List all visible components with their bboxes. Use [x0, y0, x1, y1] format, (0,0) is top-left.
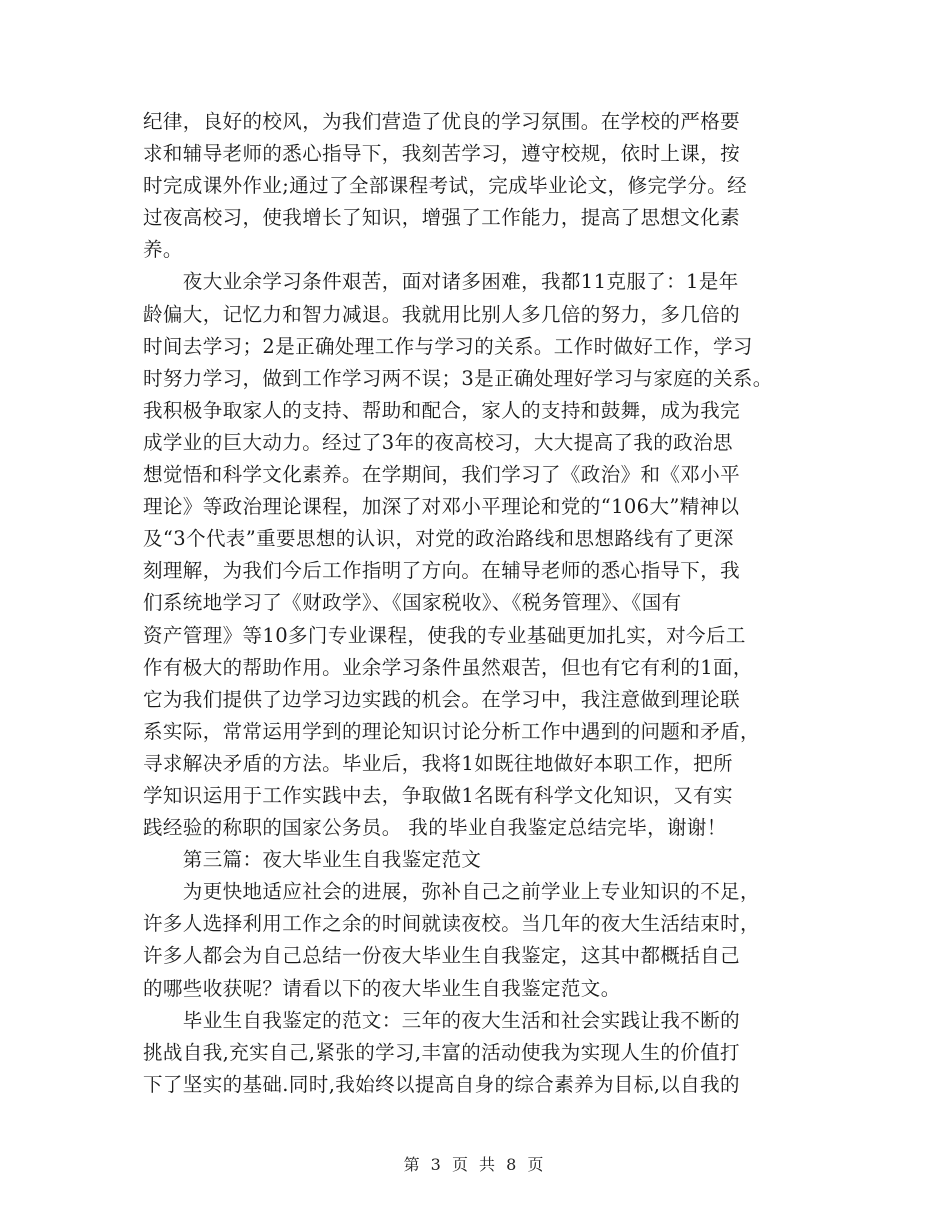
text-line: 学知识运用于工作实践中去，争取做1名既有科学文化知识，又有实 — [143, 783, 733, 807]
text-line: 过夜高校习，使我增长了知识，增强了工作能力，提高了思想文化素 — [143, 206, 741, 230]
text-line: 及“3个代表”重要思想的认识，对党的政治路线和思想路线有了更深 — [143, 527, 734, 551]
text-line: 时努力学习，做到工作学习两不误；3是正确处理好学习与家庭的关系。 — [143, 366, 773, 390]
text-line: 理论》等政治理论课程，加深了对邓小平理论和党的“106大”精神以 — [143, 495, 740, 519]
text-line: 纪律，良好的校风，为我们营造了优良的学习氛围。在学校的严格要 — [143, 110, 741, 133]
text-line: 挑战自我,充实自己,紧张的学习,丰富的活动使我为实现人生的价值打 — [143, 1040, 740, 1064]
text-line: 下了坚实的基础.同时,我始终以提高自身的综合素养为目标,以自我的 — [143, 1072, 740, 1096]
text-line: 时间去学习；2是正确处理工作与学习的关系。工作时做好工作，学习 — [143, 334, 753, 358]
text-line: 作有极大的帮助作用。业余学习条件虽然艰苦，但也有它有利的1面， — [143, 655, 753, 679]
text-line: 时完成课外作业;通过了全部课程考试，完成毕业论文，修完学分。经 — [143, 174, 747, 198]
text-line: 成学业的巨大动力。经过了3年的夜高校习，大大提高了我的政治思 — [143, 430, 733, 454]
text-line: 它为我们提供了边学习边实践的机会。在学习中，我注意做到理论联 — [143, 687, 741, 711]
text-line: 寻求解决矛盾的方法。毕业后，我将1如既往地做好本职工作，把所 — [143, 751, 733, 775]
text-line: 养。 — [143, 238, 183, 262]
body-text — [143, 106, 823, 1101]
text-line: 为更快地适应社会的进展，弥补自己之前学业上专业知识的不足， — [143, 880, 760, 904]
text-line: 的哪些收获呢？请看以下的夜大毕业生自我鉴定范文。 — [143, 976, 621, 1000]
text-line: 们系统地学习了《财政学》、《国家税收》、《税务管理》、《国有 — [143, 591, 682, 615]
text-line: 资产管理》等10多门专业课程，使我的专业基础更加扎实，对今后工 — [143, 623, 746, 647]
text-line: 第三篇：夜大毕业生自我鉴定范文 — [143, 848, 482, 872]
text-line: 刻理解，为我们今后工作指明了方向。在辅导老师的悉心指导下，我 — [143, 559, 741, 583]
text-line: 系实际，常常运用学到的理论知识讨论分析工作中遇到的问题和矛盾， — [143, 719, 760, 743]
text-line: 我积极争取家人的支持、帮助和配合，家人的支持和鼓舞，成为我完 — [143, 398, 741, 422]
text-line: 践经验的称职的国家公务员。 我的毕业自我鉴定总结完毕，谢谢！ — [143, 816, 727, 840]
text-line: 求和辅导老师的悉心指导下，我刻苦学习，遵守校规，依时上课，按 — [143, 142, 741, 166]
text-line: 毕业生自我鉴定的范文：三年的夜大生活和社会实践让我不断的 — [143, 1008, 741, 1032]
page-number-footer: 第 3 页 共 8 页 — [403, 1155, 547, 1174]
text-line: 夜大业余学习条件艰苦，面对诸多困难，我都11克服了：1是年 — [143, 270, 739, 294]
text-line: 想觉悟和科学文化素养。在学期间，我们学习了《政治》和《邓小平 — [143, 463, 741, 487]
text-line: 龄偏大，记忆力和智力减退。我就用比别人多几倍的努力，多几倍的 — [143, 302, 741, 326]
text-line: 许多人都会为自己总结一份夜大毕业生自我鉴定，这其中都概括自己 — [143, 944, 741, 968]
text-line: 许多人选择利用工作之余的时间就读夜校。当几年的夜大生活结束时， — [143, 912, 760, 936]
